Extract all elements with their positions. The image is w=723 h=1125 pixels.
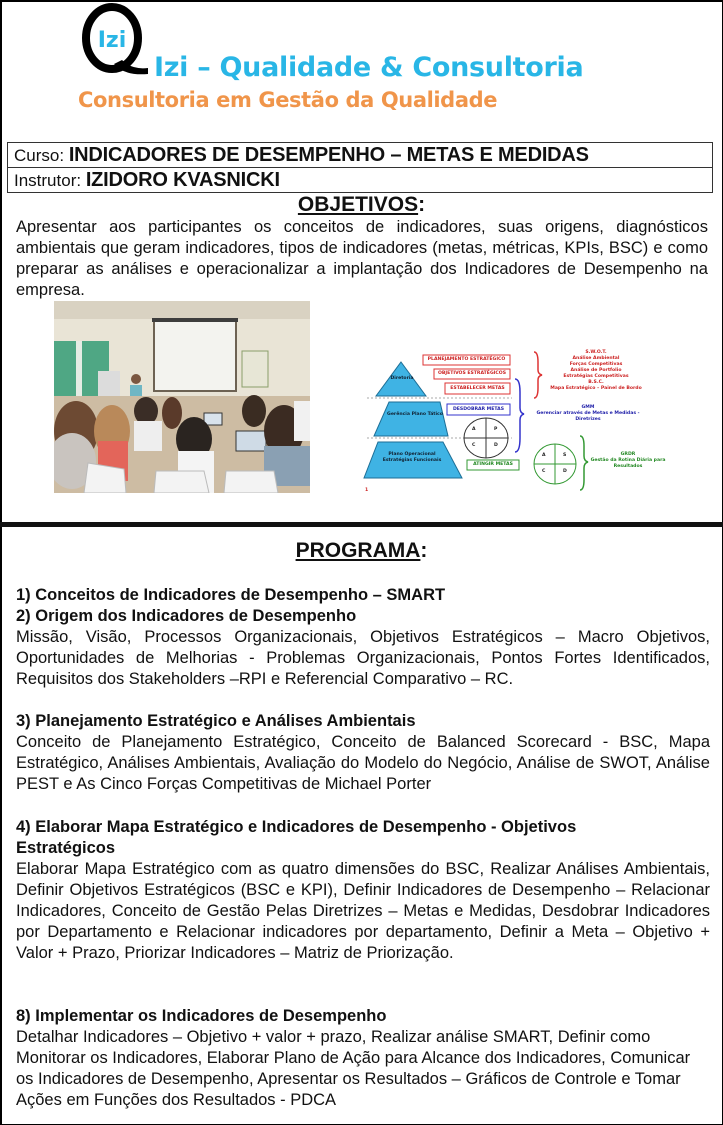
instructor-row bbox=[8, 167, 712, 192]
red-notes bbox=[542, 350, 650, 392]
program-title-text: PROGRAMA bbox=[295, 539, 421, 562]
brand-title: Izi – Qualidade & Consultoria bbox=[154, 52, 584, 83]
classroom-photo bbox=[54, 301, 310, 493]
program-item-body: Detalhar Indicadores – Objetivo + valor + prazo, Realizar análise SMART, Definir como Monitorar os Indicadores, Elaborar Plano de Ação para Alcance dos Indicadores, Comunicar os Indicadores de Desempenho, Apresentar os Resultados – Gráficos de Controle e Tomar Ações em Funções dos Resultados - PDCA bbox=[16, 1028, 691, 1109]
course-separator: : bbox=[59, 146, 69, 165]
note-gerenciar: Gerenciar através de Metas e Medidas - bbox=[536, 411, 640, 416]
program-title bbox=[0, 539, 723, 563]
course-info-box bbox=[7, 142, 713, 193]
pyramid-label-middle: Gerência Plano Tático bbox=[387, 412, 443, 417]
program-item-heading: 2) Origem dos Indicadores de Desempenho bbox=[16, 607, 357, 625]
note-forcas: Forças Competitivas bbox=[569, 362, 623, 367]
note-portfolio: Análise de Portfolio bbox=[570, 368, 622, 373]
pdca-a: A bbox=[472, 427, 476, 432]
program-item-1 bbox=[16, 585, 710, 606]
program-item-8 bbox=[16, 1006, 710, 1111]
note-mapa: Mapa Estratégico – Painel de Bordo bbox=[550, 386, 642, 391]
program-item-body: Missão, Visão, Processos Organizacionais, Objetivos Estratégicos – Macro Objetivos, Oportunidades de Melhorias - Problemas Organizacionais, Pontos Fortes Identificados, Requisitos dos Stakeholders –RPI e Referencial Comparativo – RC. bbox=[16, 628, 710, 688]
course-value: INDICADORES DE DESEMPENHO – METAS E MEDIDAS bbox=[68, 144, 589, 166]
program-item-2 bbox=[16, 606, 710, 690]
header bbox=[0, 0, 723, 135]
objectives-title-text: OBJETIVOS bbox=[297, 193, 419, 216]
program-item-body: Conceito de Planejamento Estratégico, Conceito de Balanced Scorecard - BSC, Mapa Estratégico, Análises Ambientais, Avaliação do Modelo do Negócio, Análise de SWOT, Análise PEST e As Cinco Forças Competitivas de Michael Porter bbox=[16, 733, 710, 793]
pyramid-label-top: Diretoria bbox=[390, 376, 414, 381]
box-estabelecer-label: ESTABELECER METAS bbox=[450, 386, 505, 391]
pdca-d: D bbox=[494, 443, 498, 448]
program-item-heading: 3) Planejamento Estratégico e Análises Ambientais bbox=[16, 712, 416, 730]
sdca-d: D bbox=[563, 469, 567, 474]
sdca-s: S bbox=[563, 453, 567, 458]
green-notes bbox=[590, 452, 666, 470]
sdca-a: A bbox=[542, 453, 546, 458]
program-item-body: Elaborar Mapa Estratégico com as quatro dimensões do BSC, Realizar Análises Ambientais, Definir Objetivos Estratégicos (BSC e KPI), Definir Indicadores de Desempenho – Relacionar Indicadores, Conceito de Gestão Pelas Diretrizes – Metas e Medidas, Desdobrar Indicadores por Departamento e Relacionar indicadores por departamento, Definir a Meta – Objetivo + Valor + Prazo, Priorizar Indicadores – Matriz de Priorização. bbox=[16, 860, 710, 962]
note-resultados: Resultados bbox=[613, 464, 643, 469]
box-desdobrar-label: DESDOBRAR METAS bbox=[452, 407, 505, 412]
brand-subtitle: Consultoria em Gestão da Qualidade bbox=[78, 88, 498, 112]
instructor-value: IZIDORO KVASNICKI bbox=[85, 169, 280, 191]
objectives-title bbox=[0, 193, 723, 217]
program-item-heading: 4) Elaborar Mapa Estratégico e Indicadores de Desempenho - Objetivos Estratégicos bbox=[16, 818, 577, 857]
note-gmm: GMM bbox=[581, 405, 595, 410]
note-estrategias: Estratégias Competitivas bbox=[563, 374, 629, 379]
blue-notes bbox=[526, 405, 650, 423]
note-bsc: B.S.C. bbox=[588, 380, 604, 385]
izi-q-logo bbox=[76, 2, 156, 82]
instructor-label: Instrutor: bbox=[14, 171, 86, 190]
box-atingir-label: ATINGIR METAS bbox=[473, 462, 513, 467]
section-divider bbox=[0, 522, 723, 527]
note-analise-ambiental: Análise Ambiental bbox=[572, 356, 620, 361]
program-item-4 bbox=[16, 817, 710, 964]
logo-text: Izi bbox=[97, 28, 127, 53]
objectives-text: Apresentar aos participantes os conceitos de indicadores, suas origens, diagnósticos ambientais que geram indicadores, tipos de indicadores (metas, métricas, KPIs, BSC) e como preparar as análises e operacionalizar a implantação dos Indicadores de Desempenho na empresa. bbox=[16, 218, 708, 299]
program-item-3 bbox=[16, 711, 710, 795]
note-swot: S.W.O.T. bbox=[585, 350, 607, 355]
note-diretrizes: Diretrizes bbox=[575, 417, 601, 422]
program-item-heading: 1) Conceitos de Indicadores de Desempenho – SMART bbox=[16, 586, 446, 604]
note-grdr: GRDR bbox=[620, 452, 636, 457]
course-row bbox=[8, 143, 712, 167]
pdca-p: P bbox=[494, 427, 498, 432]
box-objetivos-label: OBJETIVOS ESTRATÉGICOS bbox=[437, 371, 507, 376]
note-gestao-rotina: Gestão da Rotina Diária para bbox=[590, 458, 666, 463]
pdca-c: C bbox=[472, 443, 476, 448]
diagram-footnote: 1 bbox=[365, 488, 369, 493]
course-label: Curso bbox=[14, 146, 60, 165]
pyramid-label-bottom: Plano Operacional Estratégias Funcionais bbox=[382, 452, 442, 463]
box-planejamento-label: PLANEJAMENTO ESTRATÉGICO bbox=[427, 357, 506, 362]
program-title-colon: : bbox=[420, 539, 428, 562]
program-item-heading: 8) Implementar os Indicadores de Desempenho bbox=[16, 1007, 387, 1025]
strategy-diagram bbox=[362, 348, 666, 498]
sdca-c: C bbox=[542, 469, 546, 474]
objectives-title-colon: : bbox=[418, 193, 426, 216]
